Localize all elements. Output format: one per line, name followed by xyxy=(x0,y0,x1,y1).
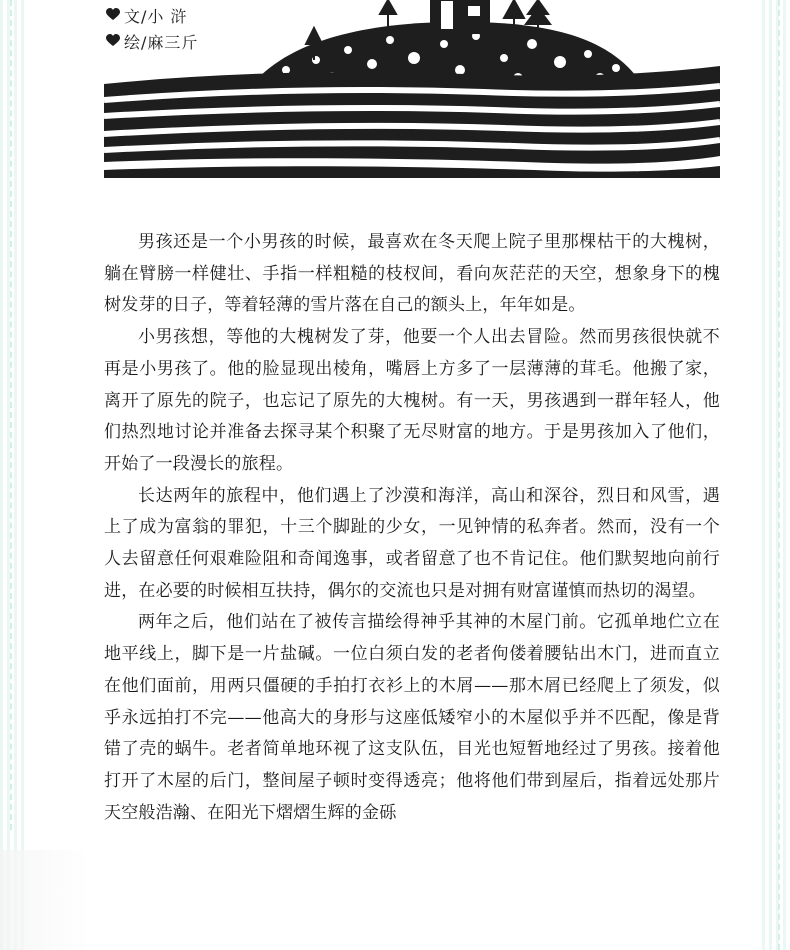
paragraph: 两年之后，他们站在了被传言描绘得神乎其神的木屋门前。它孤单地伫立在地平线上，脚下是一片盐碱。一位白须白发的老者佝偻着腰钻出木门，进而直立在他们面前，用两只僵硬的手拍打衣衫上的木屑——那木屑已经爬上了须发，似乎永远拍打不完——他高大的身形与这座低矮窄小的木屋似乎并不匹配，像是背错了壳的蜗牛。老者简单地环视了这支队伍，目光也短暂地经过了男孩。接着他打开了木屋的后门，整间屋子顿时变得透亮；他将他们带到屋后，指着远处那片天空般浩瀚、在阳光下熠熠生辉的金砾 xyxy=(104,612,720,823)
heart-icon xyxy=(106,34,120,48)
page-edge-right xyxy=(762,0,790,950)
author-text: 文/小 浒 xyxy=(124,6,188,26)
decorative-dashed-border-left xyxy=(10,0,12,830)
page-shadow xyxy=(0,850,90,950)
article-body xyxy=(104,227,720,829)
paragraph: 男孩还是一个小男孩的时候，最喜欢在冬天爬上院子里那棵枯干的大槐树，躺在臂膀一样健壮、手指一样粗糙的枝杈间，看向灰茫茫的天空，想象身下的槐树发芽的日子，等着轻薄的雪片落在自己的额头上，年年如是。 xyxy=(104,232,720,316)
illustrator-credit xyxy=(106,28,246,54)
heart-icon xyxy=(106,8,120,22)
wave-stripes xyxy=(104,66,720,178)
illustrator-text: 绘/麻三斤 xyxy=(124,32,199,52)
house-icon xyxy=(430,0,490,34)
paragraph: 小男孩想，等他的大槐树发了芽，他要一个人出去冒险。然而男孩很快就不再是小男孩了。他的脸显现出棱角，嘴唇上方多了一层薄薄的茸毛。他搬了家，离开了原先的院子，也忘记了原先的大槐树。有一天，男孩遇到一群年轻人，他们热烈地讨论并准备去探寻某个积聚了无尽财富的地方。于是男孩加入了他们，开始了一段漫长的旅程。 xyxy=(104,327,720,474)
page-edge-left xyxy=(0,0,28,950)
credits xyxy=(106,2,246,54)
decorative-dashed-border-right xyxy=(778,0,780,950)
paragraph: 长达两年的旅程中，他们遇上了沙漠和海洋，高山和深谷，烈日和风雪，遇上了成为富翁的罪犯，十三个脚趾的少女，一见钟情的私奔者。然而，没有一个人去留意任何艰难险阻和奇闻逸事，或者留意了也不肯记住。他们默契地向前行进，在必要的时候相互扶持，偶尔的交流也只是对拥有财富谨慎而热切的渴望。 xyxy=(104,485,720,601)
author-credit xyxy=(106,2,246,28)
